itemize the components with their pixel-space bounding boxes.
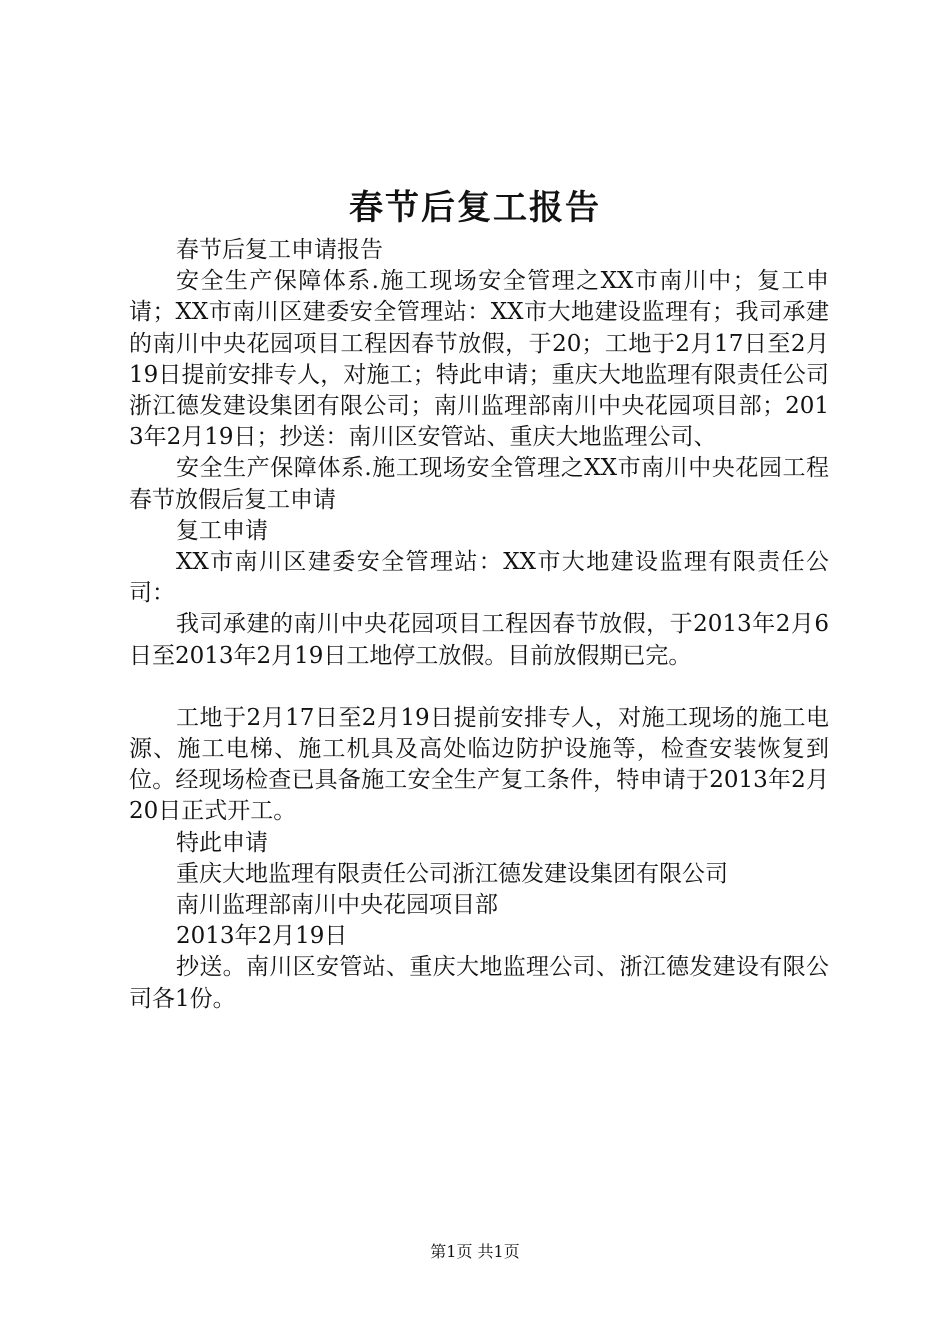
document-body xyxy=(129,235,829,1015)
paragraph-heading: 春节后复工申请报告 xyxy=(176,237,383,263)
page-number: 第1页 共1页 xyxy=(430,1242,520,1261)
paragraph-addressee: XX市南川区建委安全管理站：XX市大地建设监理有限责任公司： xyxy=(129,549,829,607)
paragraph-signatories: 重庆大地监理有限责任公司浙江德发建设集团有限公司 xyxy=(176,860,728,887)
paragraph-subject: 安全生产保障体系.施工现场安全管理之XX市南川中央花园工程春节放假后复工申请 xyxy=(129,455,829,513)
paragraph-summary: 安全生产保障体系.施工现场安全管理之XX市南川中；复工申请；XX市南川区建委安全管理站：XX市大地建设监理有；我司承建的南川中央花园项目工程因春节放假，于20；工地于2月17日至2月19日提前安排专人，对施工；特此申请；重庆大地监理有限责任公司浙江德发建设集团有限公司；南川监理部南川中央花园项目部；2013年2月19日；抄送：南川区安管站、重庆大地监理公司、 xyxy=(129,268,829,451)
paragraph-inspection: 工地于2月17日至2月19日提前安排专人，对施工现场的施工电源、施工电梯、施工机具及高处临边防护设施等，检查安装恢复到位。经现场检查已具备施工安全生产复工条件，特申请于2013年2月20日正式开工。 xyxy=(129,704,829,825)
document-title: 春节后复工报告 xyxy=(349,188,601,228)
paragraph-department: 南川监理部南川中央花园项目部 xyxy=(176,892,498,919)
paragraph-date: 2013年2月19日 xyxy=(176,923,348,950)
paragraph-cc: 抄送。南川区安管站、重庆大地监理公司、浙江德发建设有限公司各1份。 xyxy=(129,954,829,1012)
paragraph-holiday: 我司承建的南川中央花园项目工程因春节放假，于2013年2月6日至2013年2月19日工地停工放假。目前放假期已完。 xyxy=(129,611,829,669)
paragraph-label: 复工申请 xyxy=(176,517,268,544)
paragraph-request: 特此申请 xyxy=(176,829,268,856)
